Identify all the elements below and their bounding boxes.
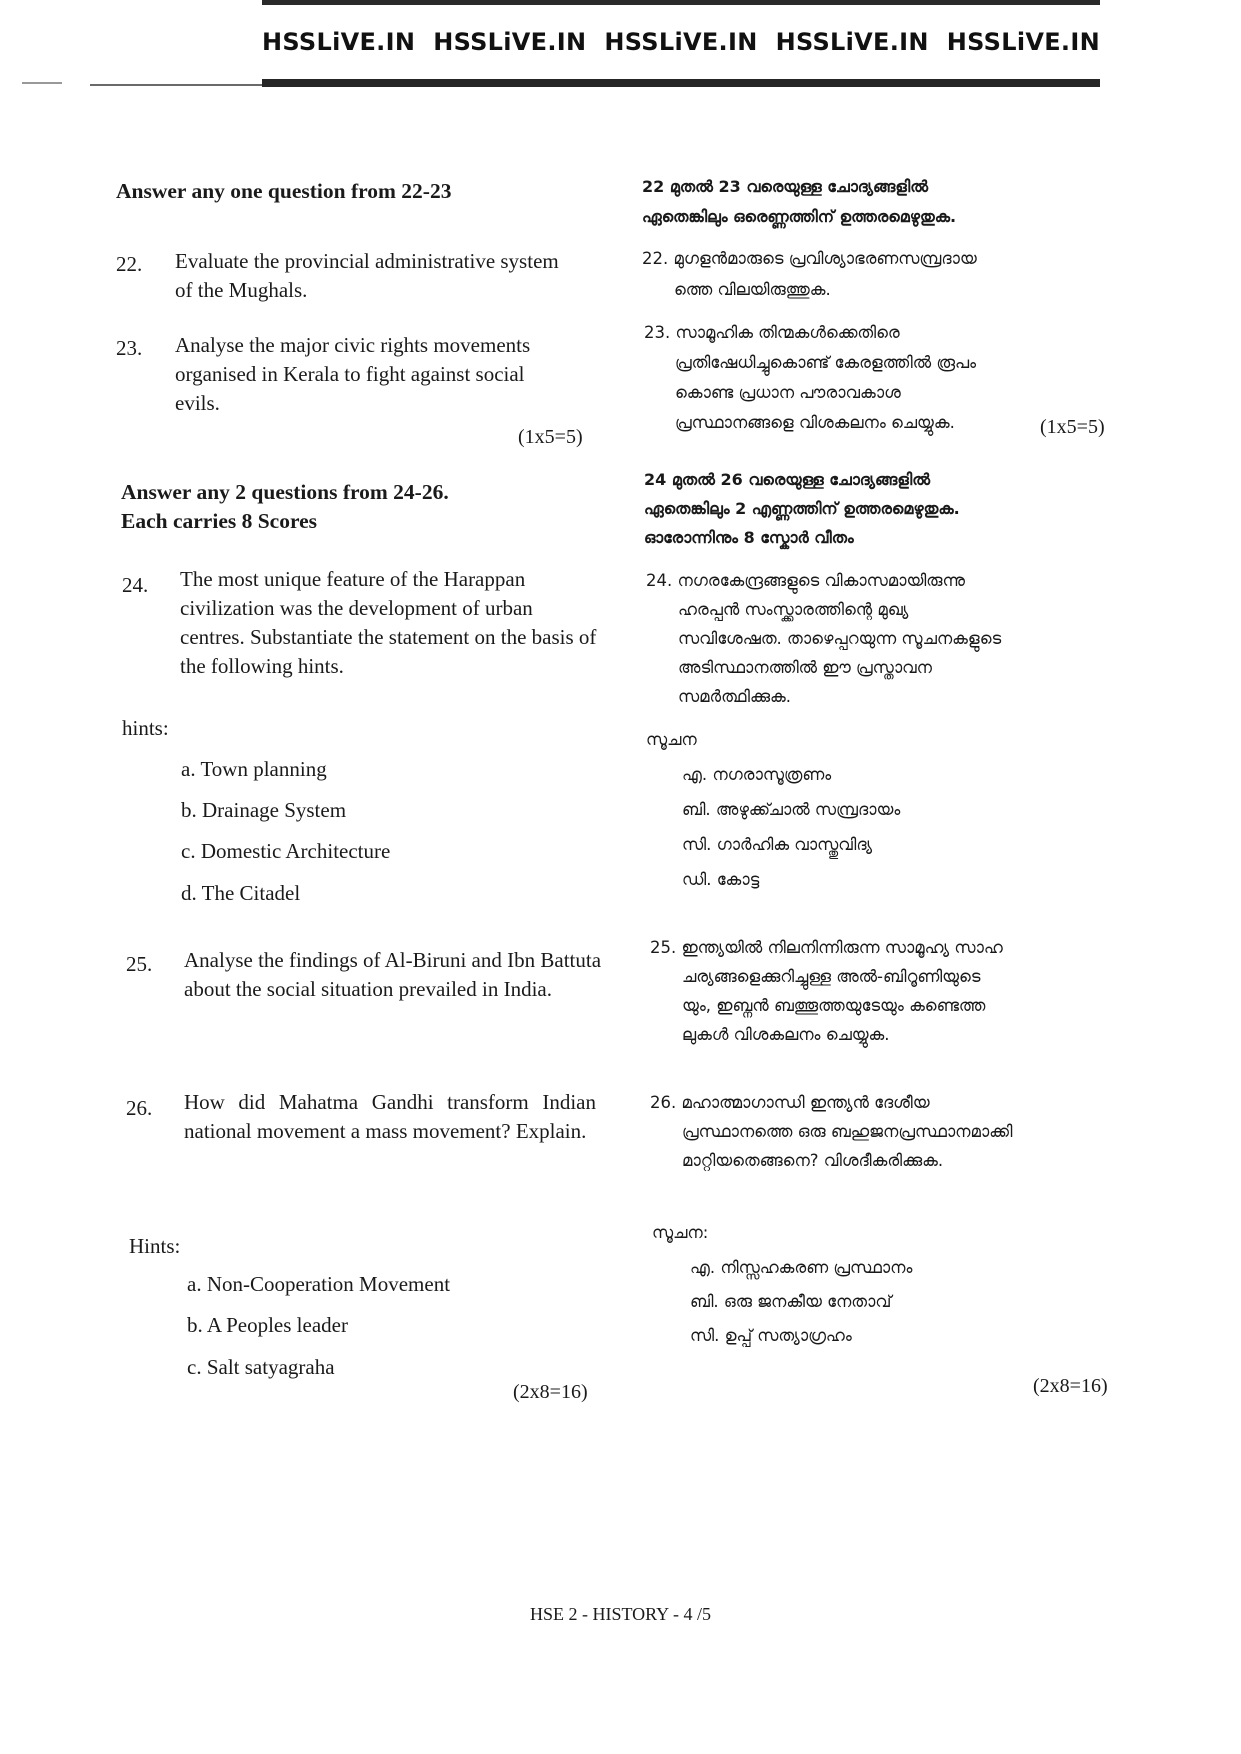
score-label: (2x8=16) [513,1381,588,1403]
question-text: Analyse the major civic rights movements organised in Kerala to fight against social evils. [175,333,531,415]
question-text: യും, ഇബ്നൻ ബത്തൂത്തയുടേയും കണ്ടെത്ത [682,996,986,1015]
question-text: ചര്യങ്ങളെക്കുറിച്ചുള്ള അൽ-ബിറൂണിയുടെ [682,967,981,986]
question-text: കൊണ്ട പ്രധാന പൗരാവകാശ [675,383,901,402]
hint-item: a. Town planning [181,757,327,781]
hint-item: ബി. അഴുക്ക്ചാൽ സമ്പ്രദായം [682,800,901,819]
section-title: ഓരോന്നിനും 8 സ്കോർ വീതം [644,528,854,547]
section-title: 24 മുതൽ 26 വരെയുള്ള ചോദ്യങ്ങളിൽ [644,470,931,489]
section-title: Answer any 2 questions from 24-26. [121,480,449,504]
hint-item: d. The Citadel [181,881,301,905]
page-footer: HSE 2 - HISTORY - 4 /5 [529,1604,711,1624]
question-text: 24. നഗരകേന്ദ്രങ്ങളുടെ വികാസമായിരുന്നു [646,571,965,590]
watermark-text: HSSLiVE.IN [946,28,1100,56]
question-text: അടിസ്ഥാനത്തിൽ ഈ പ്രസ്താവന [678,658,932,677]
hint-item: എ. നിസ്സഹകരണ പ്രസ്ഥാനം [690,1258,913,1277]
english-column [0,0,620,1754]
question-text: Analyse the findings of Al-Biruni and Ibn Battuta about the social situation prevailed in India. [184,948,602,1001]
section-title: Answer any one question from 22-23 [116,179,452,203]
score-label: (1x5=5) [1040,416,1105,438]
question-text: The most unique feature of the Harappan civilization was the development of urban centres. Substantiate the statement on the basis of the following hints. [180,567,597,678]
question-text: 22. മുഗളൻമാരുടെ പ്രവിശ്യാഭരണസമ്പ്രദായ [642,249,977,268]
hint-item: സി. ഗാർഹിക വാസ്തുവിദ്യ [682,835,873,854]
hint-item: a. Non-Cooperation Movement [187,1272,451,1296]
question-text: 26. മഹാത്മാഗാന്ധി ഇന്ത്യൻ ദേശീയ [650,1093,930,1112]
hint-item: സി. ഉപ്പ് സത്യാഗ്രഹം [690,1326,852,1345]
score-label: (2x8=16) [1033,1375,1108,1397]
hints-label: Hints: [129,1234,181,1258]
question-text: ലുകൾ വിശകലനം ചെയ്യുക. [682,1025,890,1044]
question-text: മാറ്റിയതെങ്ങനെ? വിശദീകരിക്കുക. [682,1151,944,1170]
section-title: ഏതെങ്കിലും 2 എണ്ണത്തിന് ഉത്തരമെഴുതുക. [644,499,960,518]
section-title: ഏതെങ്കിലും ഒരെണ്ണത്തിന് ഉത്തരമെഴുതുക. [642,207,957,226]
hint-item: ബി. ഒരു ജനകീയ നേതാവ് [690,1292,892,1311]
hint-item: എ. നഗരാസൂത്രണം [682,765,832,784]
question-text: സമർത്ഥിക്കുക. [678,687,792,706]
question-text: പ്രസ്ഥാനത്തെ ഒരു ബഹുജനപ്രസ്ഥാനമാക്കി [682,1122,1013,1141]
malayalam-column [630,0,1241,1754]
question-text: പ്രസ്ഥാനങ്ങളെ വിശകലനം ചെയ്യുക. [675,413,955,432]
question-text: Evaluate the provincial administrative system of the Mughals. [175,249,559,302]
question-text: ഹരപ്പൻ സംസ്ക്കാരത്തിന്റെ മുഖ്യ [678,600,909,619]
watermark-text: HSSLiVE.IN [262,28,416,56]
hint-item: ഡി. കോട്ട [682,870,760,889]
hint-item: b. Drainage System [181,798,347,822]
watermark-text: HSSLiVE.IN [433,28,587,56]
watermark-text: HSSLiVE.IN [775,28,929,56]
hints-label: സൂചന: [652,1223,709,1242]
question-text: ത്തെ വിലയിരുത്തുക. [674,280,831,299]
question-number: 25. [126,952,153,976]
question-number: 22. [116,252,143,276]
question-number: 23. [116,336,143,360]
question-text: 23. സാമൂഹിക തിന്മകൾക്കെതിരെ [644,323,900,342]
question-number: 26. [126,1096,153,1120]
question-text: 25. ഇന്ത്യയിൽ നിലനിന്നിരുന്ന സാമൂഹ്യ സാഹ [650,938,1003,957]
question-text: How did Mahatma Gandhi transform Indian national movement a mass movement? Explain. [184,1090,596,1143]
hints-label: hints: [122,716,169,740]
question-text: പ്രതിഷേധിച്ചുകൊണ്ട് കേരളത്തിൽ രൂപം [675,353,977,372]
hint-item: c. Domestic Architecture [181,839,391,863]
score-label: (1x5=5) [518,426,583,448]
section-subtitle: Each carries 8 Scores [121,509,318,533]
hint-item: b. A Peoples leader [187,1313,348,1337]
question-text: സവിശേഷത. താഴെപ്പറയുന്ന സൂചനകളുടെ [678,629,1002,648]
question-number: 24. [122,573,149,597]
hint-item: c. Salt satyagraha [187,1355,335,1379]
hints-label: സൂചന [646,730,697,749]
watermark-text: HSSLiVE.IN [604,28,758,56]
section-title: 22 മുതൽ 23 വരെയുള്ള ചോദ്യങ്ങളിൽ [642,177,929,196]
